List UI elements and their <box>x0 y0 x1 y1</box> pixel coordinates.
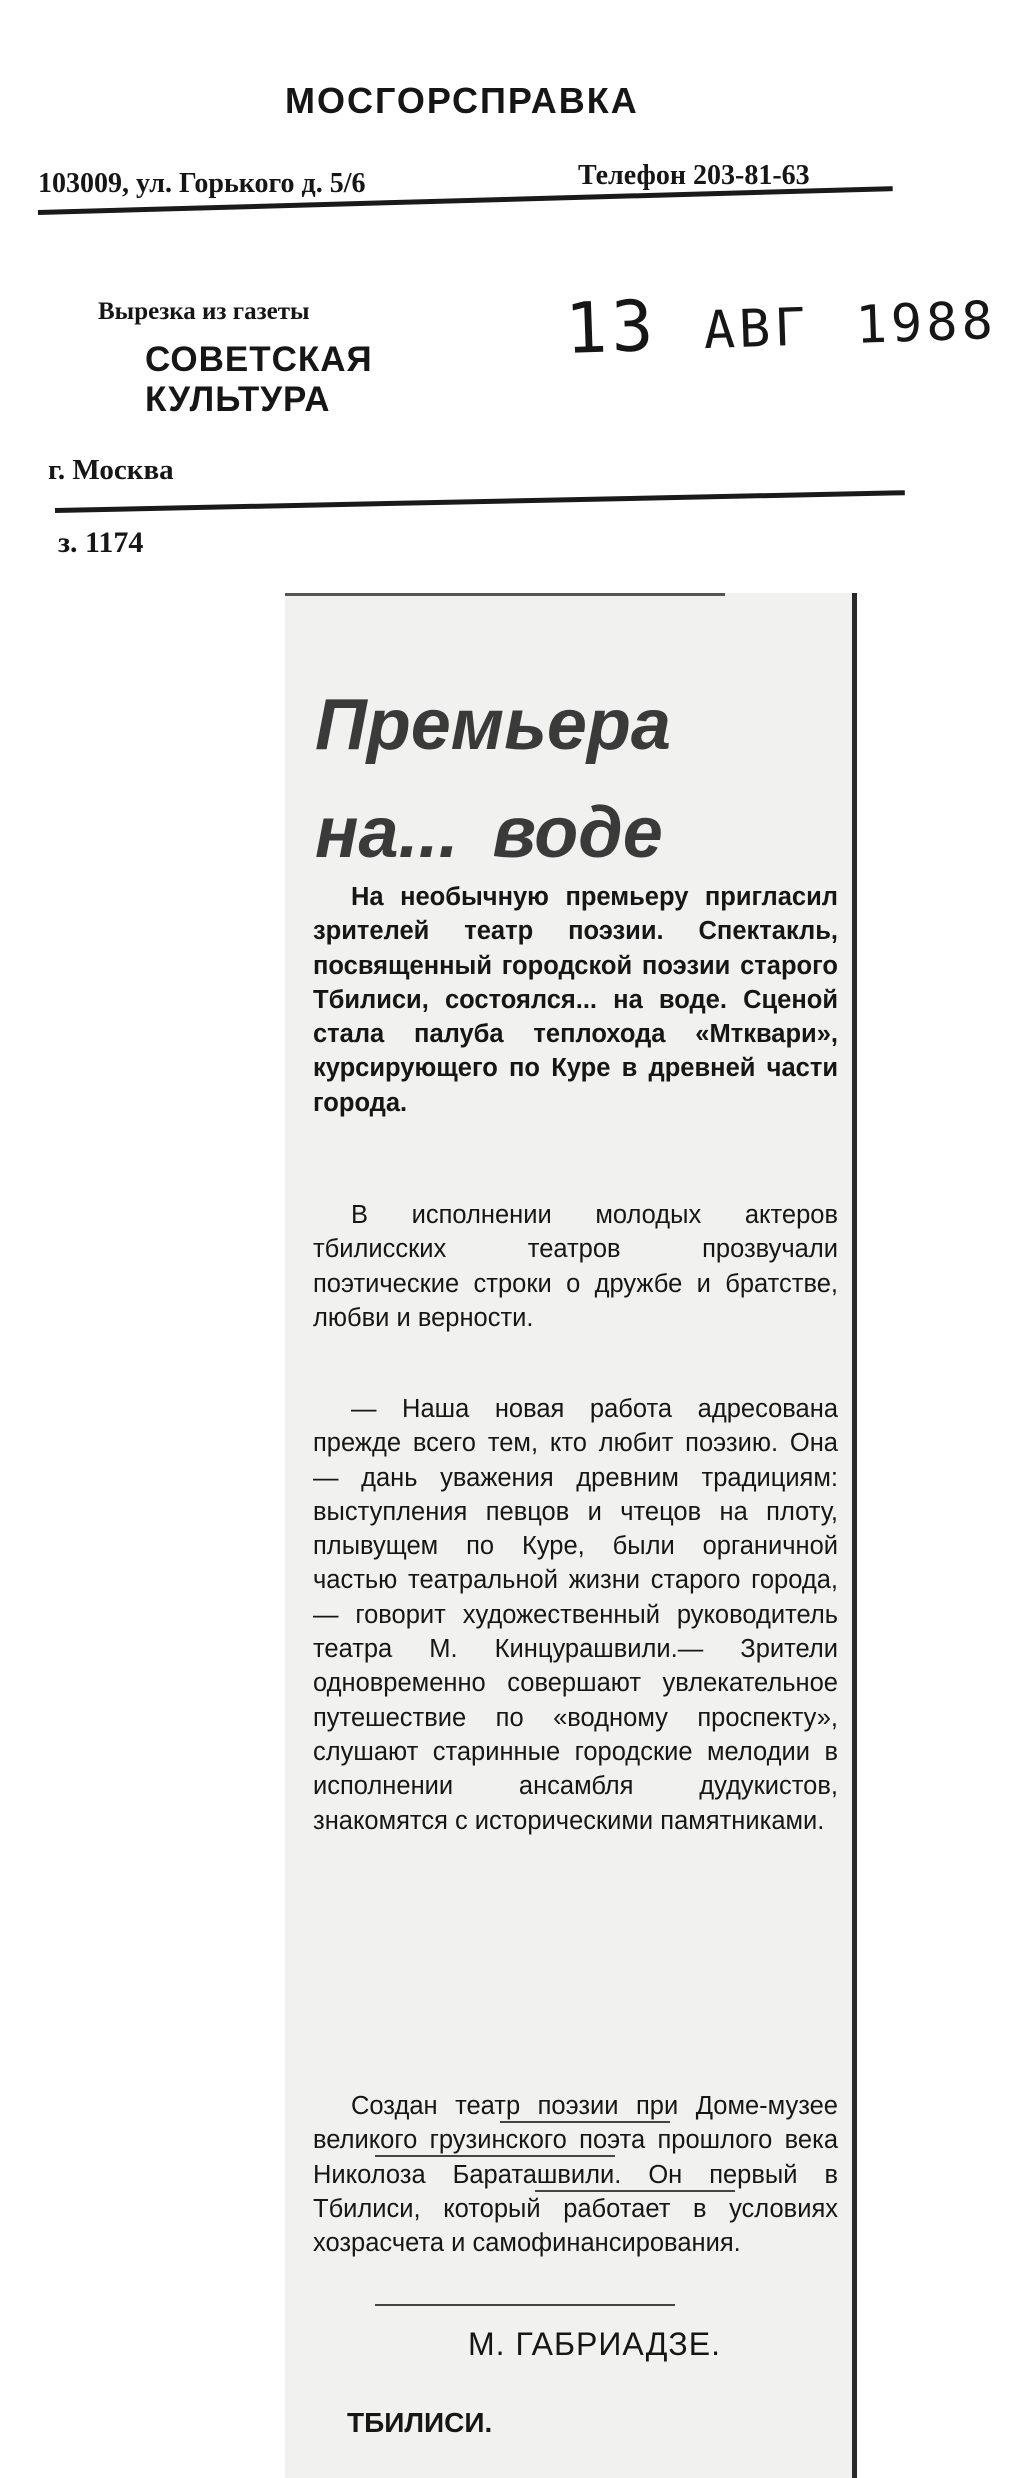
article-dateline: ТБИЛИСИ. <box>347 2407 493 2438</box>
article-author: М. ГАБРИАДЗЕ. <box>468 2326 721 2362</box>
clipping-number: з. 1174 <box>58 526 144 559</box>
newspaper-clipping <box>285 593 857 2478</box>
article-headline <box>315 671 671 887</box>
organization-name: МОСГОРСПРАВКА <box>285 80 639 121</box>
pen-underline <box>375 2155 615 2157</box>
article-paragraph: В исполнении молодых актеров тбилисских театров прозвучали поэтические строки о дружбе и братстве, любви и верности. <box>313 1201 838 1332</box>
article-paragraph: Создан театр поэзии при Доме-музее великого грузинского поэта прошлого века Николоза Бараташвили. Он первый в Тбилиси, который работает в условиях хозрасчета и самофинансирования. <box>313 2092 838 2258</box>
date-day: 13 <box>563 284 659 370</box>
organization-address: 103009, ул. Горького д. 5/6 <box>38 168 366 199</box>
pen-underline <box>500 2121 670 2123</box>
stamp-divider-bottom <box>55 490 905 513</box>
archive-stamp <box>0 0 1013 560</box>
date-month: АВГ <box>702 297 811 362</box>
headline-line-2: на... воде <box>315 793 663 873</box>
article-paragraph: На необычную премьеру пригласил зрителей театр поэзии. Спектакль, посвященный городской поэзии старого Тбилиси, состоялся... на воде. Сценой стала палуба теплохода «Мтквари», курсирующего по Куре в древней части города. <box>313 883 838 1117</box>
headline-line-1: Премьера <box>315 685 671 765</box>
pen-underline <box>375 2304 675 2306</box>
newspaper-name <box>145 340 375 420</box>
clipping-top-rule <box>285 593 725 596</box>
organization-phone: Телефон 203-81-63 <box>578 160 810 191</box>
stamp-city: г. Москва <box>48 454 174 486</box>
article-paragraph: — Наша новая работа адресована прежде всего тем, кто любит поэзию. Она — дань уважения древним традициям: выступления певцов и чтецов на плоту, плывущем по Куре, были органичной частью театральной жизни старого города,— говорит художественный руководитель театра М. Кинцурашвили.— Зрители одновременно совершают увлекательное путешествие по «водному проспекту», слушают старинные городские мелодии в исполнении ансамбля дудукистов, знакомятся с историческими памятниками. <box>313 1395 838 1835</box>
newspaper-name-text: СОВЕТСКАЯ КУЛЬТУРА <box>145 340 373 419</box>
clipping-label: Вырезка из газеты <box>98 298 310 325</box>
date-year: 1988 <box>854 290 998 356</box>
pen-underline <box>535 2190 735 2192</box>
date-stamp <box>564 273 998 370</box>
